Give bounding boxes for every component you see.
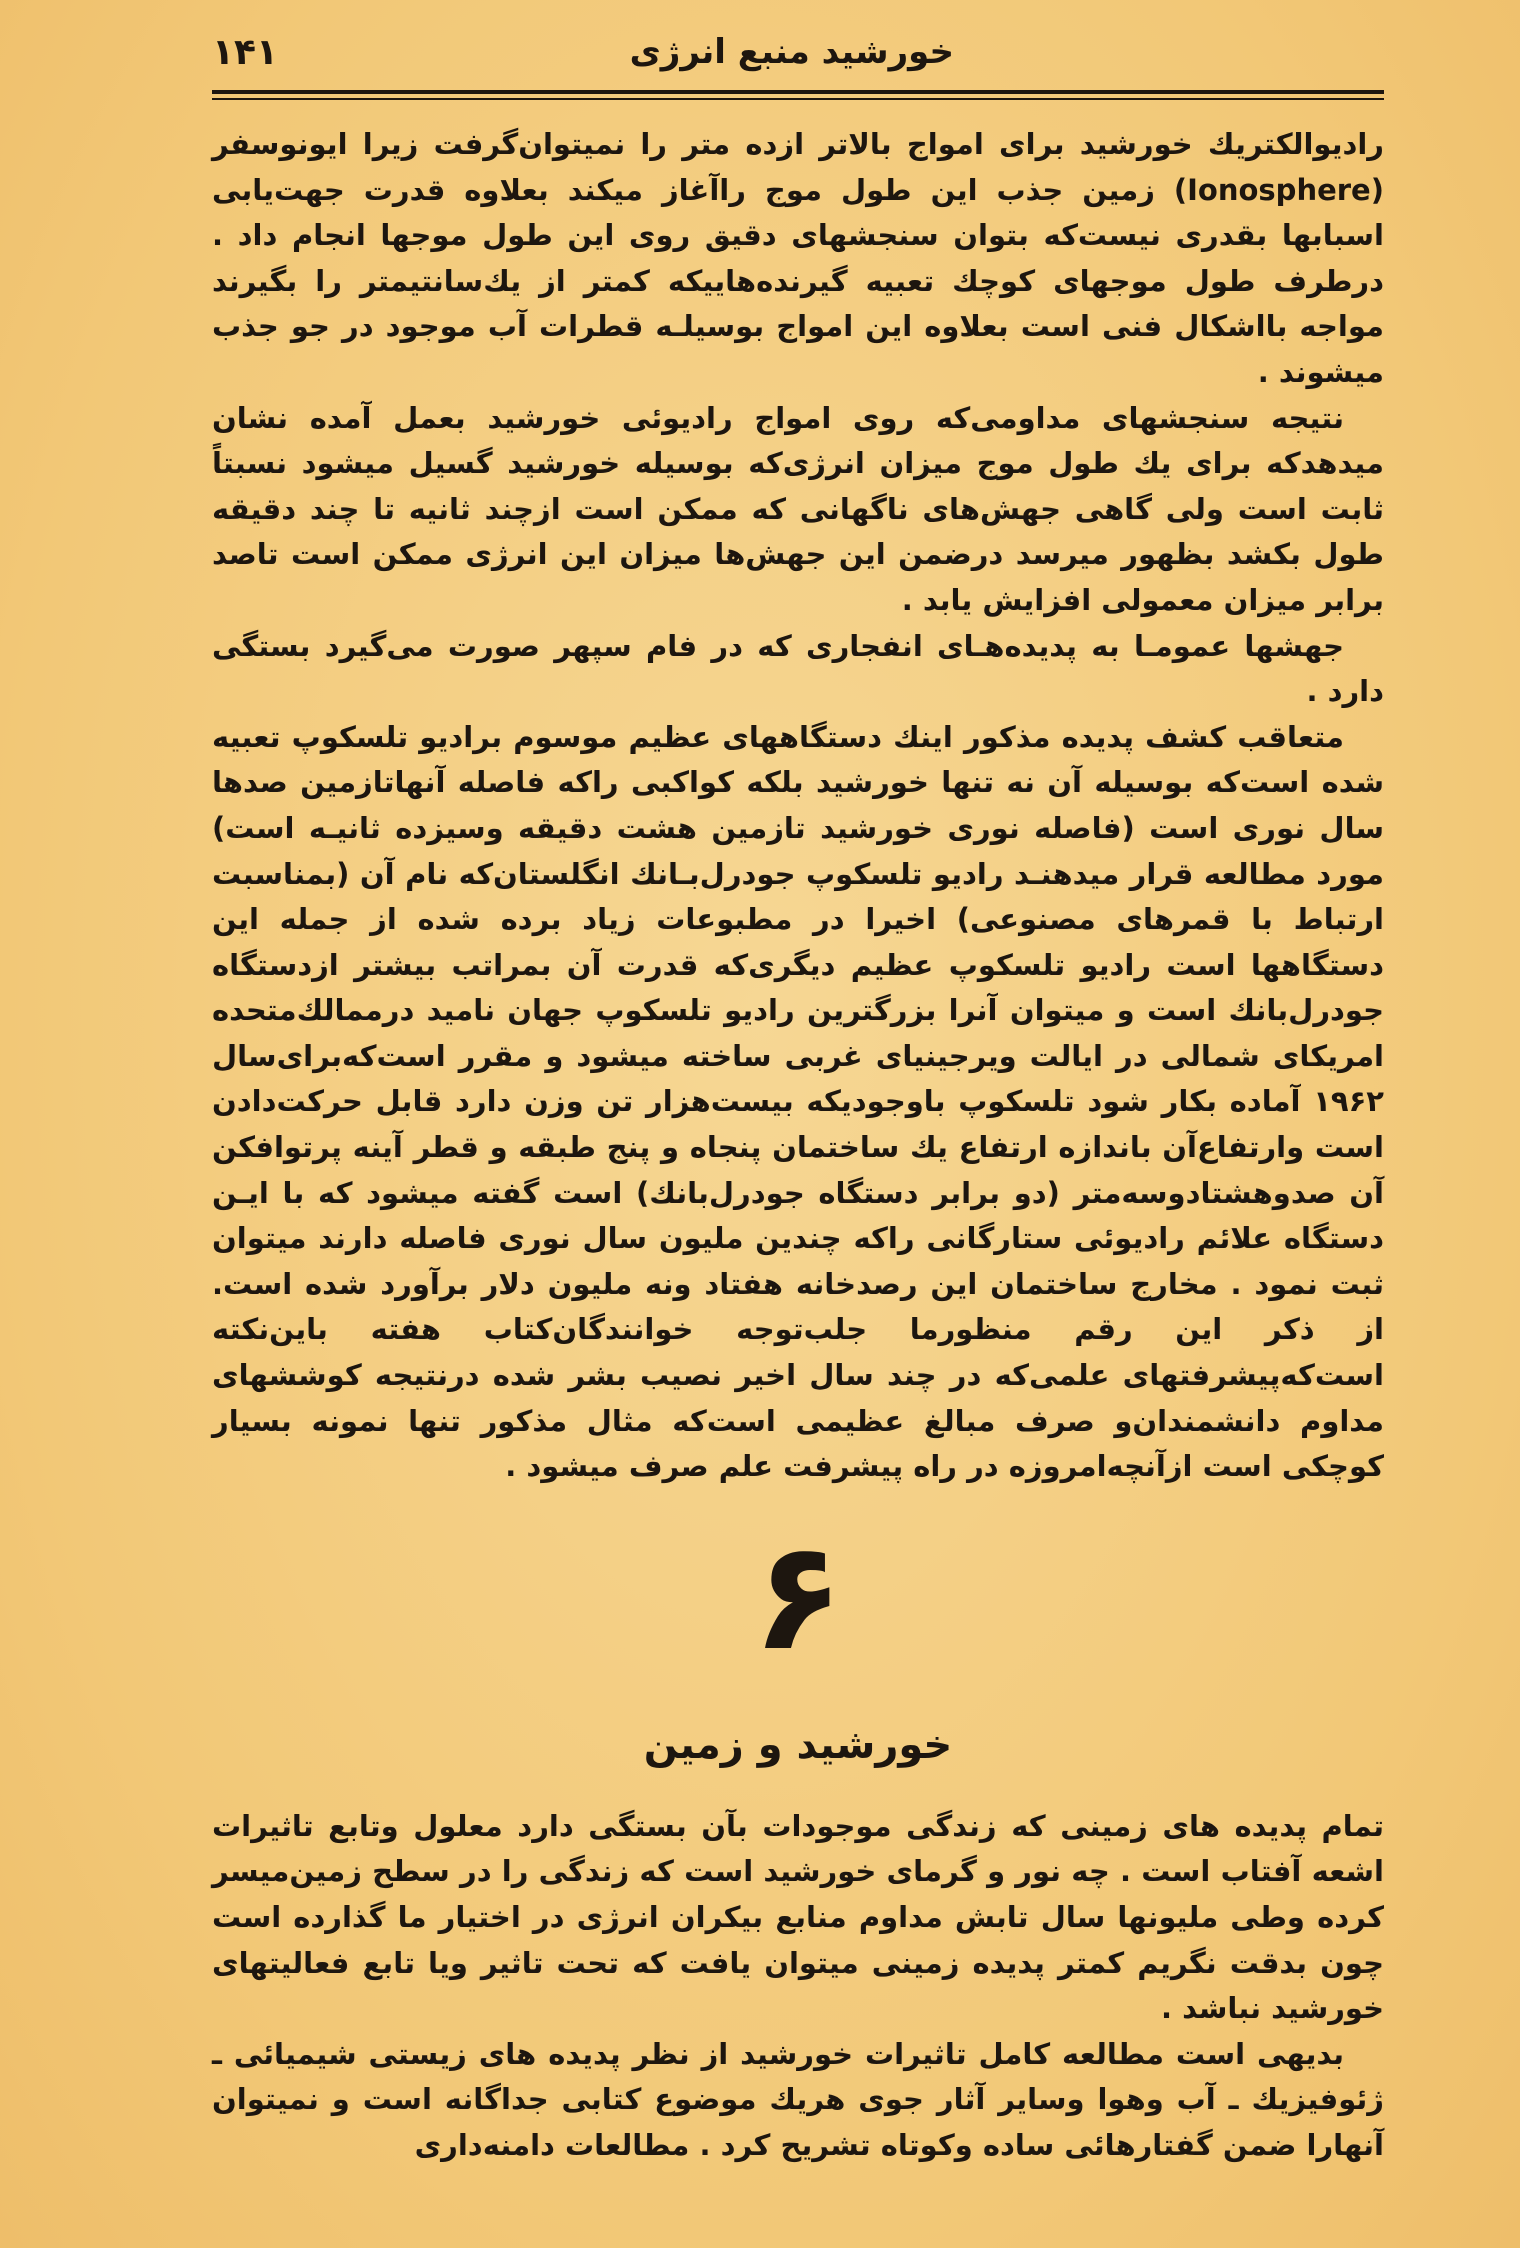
- paragraph: بدیهی است مطالعه کامل تاثیرات خورشید از نظر پدیده های زیستی شیمیائی ـ ژئوفیزیك ـ آب وهوا وسایر آثار جوی هریك موضوع کتابی جداگانه است و نمیتوان آنهارا ضمن گفتارهائی ساده وکوتاه تشریح کرد . مطالعات دامنه‌داری: [212, 2036, 1384, 2162]
- page-number: ۱۴۱: [212, 32, 278, 73]
- section-one-text: [212, 122, 1384, 1490]
- paragraph: متعاقب کشف پدیده مذکور اینك دستگاههای عظیم موسوم برادیو تلسکوپ تعبیه شده است‌که بوسیله آن نه تنها خورشید بلکه کواکبی راکه فاصله آنهاتازمین صدها سال نوری است (فاصله نوری خورشید تازمین هشت دقیقه وسیزده ثانیـه است) مورد مطالعه قرار میدهنـد رادیو تلسکوپ جودرل‌بـانك انگلستان‌که نام آن (بمناسبت ارتباط با قمرهای مصنوعی) اخیرا در مطبوعات زیاد برده شده از جمله این دستگاهها است رادیو تلسکوپ عظیم دیگری‌که قدرت آن بمراتب بیشتر ازدستگاه جودرل‌بانك است و میتوان آنرا بزرگترین رادیو تلسکوپ جهان نامید درممالك‌متحده امریکای شمالی در ایالت ویرجینیای غربی ساخته میشود و مقرر است‌که‌برای‌سال ۱۹۶۲ آماده بکار شود تلسکوپ باوجودیکه بیست‌هزار تن وزن دارد قابل حرکت‌دادن است وارتفاع‌آن باندازه ارتفاع یك ساختمان پنجاه و پنج طبقه و قطر آینه پرتوافکن آن صدوهشتادوسه‌متر (دو برابر دستگاه جودرل‌بانك) است گفته میشود که با ایـن دستگاه علائم رادیوئی ستارگانی راکه چندین ملیون سال نوری فاصله دارند میتوان ثبت نمود . مخارج ساختمان این رصدخانه هفتاد ونه ملیون دلار برآورد شده است. از ذکر این رقم منظورما جلب‌توجه خوانندگان‌کتاب هفته باین‌نکته است‌که‌پیشرفتهای علمی‌که در چند سال اخیر نصیب بشر شده درنتیجه کوششهای مداوم دانشمندان‌و صرف مبالغ عظیمی است‌که مثال مذکور تنها نمونه بسیار کوچکی است ازآنچه‌امروزه در راه پیشرفت علم صرف میشود .: [212, 719, 1384, 1484]
- chapter-title: خورشید و زمین: [643, 1721, 953, 1768]
- header-rule-thin: [212, 98, 1384, 100]
- paragraph: جهشها عمومـا به پدیده‌هـای انفجاری که در فام سپهر صورت می‌گیرد بستگی دارد .: [212, 628, 1384, 709]
- paragraph: رادیوالکتریك خورشید برای امواج بالاتر ازده متر را نمیتوان‌گرفت زیرا ایونوسفر (Ionosphere) زمین جذب این طول موج راآغاز میکند بعلاوه قدرت جهت‌یابی اسبابها بقدری نیست‌که بتوان سنجشهای دقیق روی این طول موجها انجام داد . درطرف طول موجهای کوچك تعبیه گیرنده‌هاییکه کمتر از یك‌سانتیمتر را بگیرند مواجه بااشکال فنی است بعلاوه این امواج بوسیلـه قطرات آب موجود در جو جذب میشوند .: [212, 127, 1384, 389]
- page-header: [212, 28, 1384, 92]
- header-rule-thick: [212, 90, 1384, 94]
- paragraph: نتیجه سنجشهای مداومی‌که روی امواج رادیوئی خورشید بعمل آمده نشان میدهدکه برای یك طول موج میزان انرژی‌که بوسیله خورشید گسیل میشود نسبتاً ثابت است ولی گاهی جهش‌های ناگهانی که ممکن است ازچند ثانیه تا چند دقیقه طول بکشد بظهور میرسد درضمن این جهش‌ها میزان این انرژی ممکن است تاصد برابر میزان معمولی افزایش یابد .: [212, 400, 1384, 617]
- paragraph: تمام پدیده های زمینی که زندگی موجودات بآن بستگی دارد معلول وتابع تاثیرات اشعه آفتاب است . چه نور و گرمای خورشید است که زندگی را در سطح زمین‌میسر کرده وطی ملیونها سال تابش مداوم منابع بیکران انرژی در اختیار ما گذارده است چون بدقت نگریم کمتر پدیده زمینی میتوان یافت که تحت تاثیر ویا تابع فعالیتهای خورشید نباشد .: [212, 1808, 1384, 2026]
- book-page: [212, 28, 1384, 2228]
- chapter-number: ۶: [752, 1509, 844, 1684]
- running-title: خورشید منبع انرژی: [629, 32, 954, 72]
- section-two-text: [212, 1804, 1384, 2169]
